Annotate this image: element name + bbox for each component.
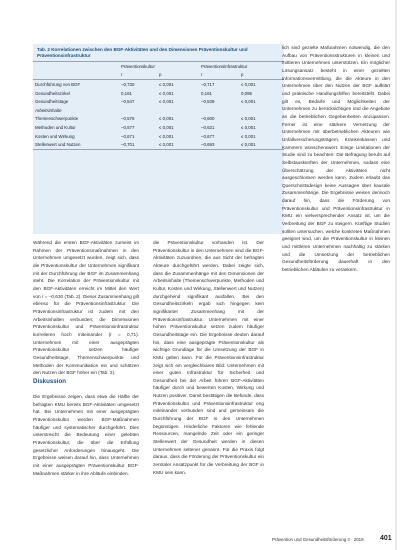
table-cell: –0,539 bbox=[201, 99, 215, 105]
table-cell: –0,600 bbox=[201, 116, 215, 122]
table-cell bbox=[199, 106, 239, 115]
table-subheader: p bbox=[239, 71, 284, 80]
table-row bbox=[33, 80, 284, 89]
table-row bbox=[33, 89, 284, 98]
table-group-header: Präventionskultur bbox=[119, 62, 199, 71]
table-cell: 0,095 bbox=[241, 90, 252, 96]
correlation-table bbox=[33, 61, 284, 150]
body-paragraph: lich sind gezielte Maßnahmen notwendig, die den Aufbau von Präventionsstrukturen in kleinen und mittleren Unternehmen unterstützen. Ein möglicher Lösungsansatz besteht in einer gezielten Informationsvermittlung, die die Akteure in den Unternehmen über den Nutzen der BGF aufklärt und praktische Handlungshilfen bereitstellt. Dabei gilt es, Bedarfe und Möglichkeiten der Unternehmen zu berücksichtigen und die Angebote an die betrieblichen Gegebenheiten anzupassen. Ferner ist eine stärkere Vernetzung der Unternehmen mit überbetrieblichen Akteuren wie Unfallversicherungsträgern, Krankenkassen und Kammern wünschenswert. Einige Limitationen der Studie sind zu beachten: Die Befragung beruht auf Selbstauskünften der Unternehmen, sodass eine Überschätzung der Aktivitäten nicht ausgeschlossen werden kann. Zudem erlaubt das Querschnittsdesign keine Aussagen über kausale Zusammenhänge. Die Ergebnisse weisen dennoch darauf hin, dass die Förderung von Präventionskultur und Präventionsinfrastruktur in KMU ein vielversprechender Ansatz ist, um die Verbreitung der BGF zu steigern. Künftige Studien sollten untersuchen, welche konkreten Maßnahmen geeignet sind, um die Präventionskultur in kleinen und mittleren Unternehmen nachhaltig zu stärken und die Umsetzung der betrieblichen Gesundheitsförderung dauerhaft in den betrieblichen Abläufen zu verankern. bbox=[282, 45, 390, 273]
column-1-text-continued bbox=[33, 393, 139, 531]
table-cell: ≤ 0,001 bbox=[159, 90, 174, 96]
body-paragraph: die Präventionskultur vorhanden ist. Der Präventionskultur in den Unternehmen sind die BGF-Aktivitäten zuzuordnen, die aus Sicht der befragten Akteure durchgeführt werden. Dabei zeigte sich, dass die Zusammenhänge mit den Dimensionen der Arbeitsinhalte (Themenschwerpunkte, Methoden und Kultur, Kosten und Wirkung, Stellenwert und Nutzen) durchgehend signifikant ausfallen. Bei den Gesundheitszirkeln ergab sich hingegen kein signifikanter Zusammenhang mit der Präventionsinfrastruktur. Unternehmen mit einer hohen Präventionskultur setzen zudem häufiger Gesundheitstage ein. Die Ergebnisse deuten darauf hin, dass eine ausgeprägte Präventionskultur als wichtige Grundlage für die Umsetzung der BGF in KMU gelten kann. Für die Präventionsinfrastruktur zeigt sich ein vergleichbares Bild: Unternehmen mit einer guten Infrastruktur für Sicherheit und Gesundheit bei der Arbeit führen BGF-Aktivitäten häufiger durch und bewerten Kosten, Wirkung und Nutzen positiver. Damit bestätigen die Befunde, dass Präventionskultur und Präventionsinfrastruktur eng miteinander verbunden sind und gemeinsam die Durchführung der BGF in den Unternehmen begünstigen. Hinderliche Faktoren wie fehlende Ressourcen, mangelnde Zeit oder ein geringer Stellenwert der Gesundheit werden in diesen Unternehmen seltener genannt. Für die Praxis folgt daraus, dass die Förderung der Präventionskultur ein zentraler Ansatzpunkt für die Verbreitung der BGF in KMU sein kann. bbox=[153, 240, 264, 475]
column-3-text bbox=[282, 44, 390, 531]
table-cell: –0,621 bbox=[201, 124, 215, 130]
table-cell: 0,161 bbox=[201, 90, 212, 96]
table-cell: ≤ 0,001 bbox=[241, 81, 256, 87]
table-row-label: Durchführung von BGF bbox=[35, 81, 81, 87]
table-cell: ≤ 0,001 bbox=[239, 140, 284, 149]
table-cell: –0,730 bbox=[121, 81, 135, 87]
table-subheader: p bbox=[157, 71, 199, 80]
table-cell: –0,677 bbox=[201, 133, 215, 139]
table-row-label: Themenschwerpunkte bbox=[35, 116, 79, 122]
table-cell: –0,576 bbox=[121, 116, 135, 122]
column-2-text bbox=[153, 239, 264, 531]
body-paragraph: Die Ergebnisse zeigen, dass etwa die Hälfte der befragten KMU bereits BGF-Aktivitäten umgesetzt hat. Bei Unternehmen mit einer ausgeprägten Präventionskultur werden BGF-Maßnahmen häufiger und systematischer durchgeführt. Dies unterstreicht die Bedeutung einer gelebten Präventionskultur, die über die Erfüllung gesetzlicher Anforderungen hinausgeht. Die Ergebnisse weisen darauf hin, dass Unternehmen mit einer ausgeprägten Präventionskultur BGF-Maßnahmen stärker in ihre Abläufe einbinden. bbox=[33, 394, 139, 476]
table-caption-label: Tab. 2 bbox=[37, 47, 50, 52]
table-cell: ≤ 0,001 bbox=[159, 99, 174, 105]
table-cell bbox=[119, 106, 157, 115]
table-caption-text: Korrelationen zwischen den BGF-Aktivitäten und den Dimensionen Präventionskultur und Präventionsinfrastruktur bbox=[37, 47, 248, 58]
table-cell bbox=[157, 106, 199, 115]
table-group-header-row bbox=[33, 62, 284, 71]
page-edge bbox=[395, 0, 397, 550]
section-heading: Diskussion bbox=[33, 378, 67, 385]
table-body bbox=[33, 80, 284, 150]
table-subheader bbox=[33, 71, 119, 80]
table-row bbox=[33, 140, 284, 149]
table-cell: ≤ 0,001 bbox=[159, 81, 174, 87]
page-number: 401 bbox=[380, 535, 392, 542]
table-row-label: Stellenwert und Nutzen bbox=[33, 140, 119, 149]
journal-footer: Prävention und Gesundheitsförderung 4 · 2019 bbox=[272, 537, 364, 542]
table-row bbox=[33, 123, 284, 132]
table-row-label: Arbeitsinhalte bbox=[35, 107, 62, 113]
table-cell: –0,693 bbox=[199, 140, 239, 149]
table-cell: –0,547 bbox=[121, 99, 135, 105]
table-cell: ≤ 0,001 bbox=[241, 116, 256, 122]
correlation-table-box bbox=[33, 44, 284, 234]
table-cell: ≤ 0,001 bbox=[241, 133, 256, 139]
table-group-header: Präventionsinfrastruktur bbox=[199, 62, 284, 71]
table-row-label: Gesundheitstage bbox=[35, 99, 69, 105]
table-row bbox=[33, 115, 284, 124]
table-row bbox=[33, 97, 284, 106]
table-cell bbox=[239, 106, 284, 115]
table-cell: ≤ 0,001 bbox=[241, 124, 256, 130]
table-subheader: r bbox=[119, 71, 157, 80]
body-paragraph: Während die ersten BGF-Aktivitäten zumeist im Rahmen der Präventionsmaßnahmen in den Unternehmen umgesetzt wurden, zeigt sich, dass die Präventionskultur der Unternehmen signifikant mit der Durchführung der BGF im Zusammenhang steht. Die Korrelation der Präventionskultur mit den BGF-Aktivitäten erreicht im Mittel den Wert von r = –0,630 (Tab. 2). Dieser Zusammenhang gilt ebenso für die Präventionsinfrastruktur. Die Präventionsinfrastruktur ist zudem mit den Arbeitsinhalten verbunden; die Dimensionen Präventionskultur und Präventionsinfrastruktur korrelieren hoch miteinander (r = 0,71). Unternehmen mit einer ausgeprägten Präventionskultur setzen häufiger Gesundheitstage, Themenschwerpunkte und Methoden der Kommunikation ein und schätzen den Nutzen der BGF höher ein (Tab. 2). bbox=[33, 240, 139, 376]
table-subheader-row bbox=[33, 71, 284, 80]
table-cell: ≤ 0,001 bbox=[159, 116, 174, 122]
table-cell: ≤ 0,001 bbox=[241, 99, 256, 105]
table-row-label: Gesundheitszirkel bbox=[35, 90, 70, 96]
table-cell: –0,577 bbox=[121, 124, 135, 130]
table-cell: –0,717 bbox=[201, 81, 215, 87]
table-header-blank bbox=[33, 62, 119, 71]
table-cell: ≤ 0,001 bbox=[157, 140, 199, 149]
table-cell: –0,671 bbox=[121, 133, 135, 139]
table-cell: 0,161 bbox=[121, 90, 132, 96]
table-row-label: Kosten und Wirkung bbox=[35, 133, 75, 139]
table-cell: ≤ 0,001 bbox=[159, 124, 174, 130]
column-1-text bbox=[33, 239, 139, 376]
table-row bbox=[33, 132, 284, 141]
table-subheader: r bbox=[199, 71, 239, 80]
table-caption bbox=[33, 44, 284, 61]
table-row bbox=[33, 106, 284, 115]
table-row-label: Methoden und Kultur bbox=[35, 124, 76, 130]
table-cell: –0,701 bbox=[119, 140, 157, 149]
table-cell: ≤ 0,001 bbox=[159, 133, 174, 139]
